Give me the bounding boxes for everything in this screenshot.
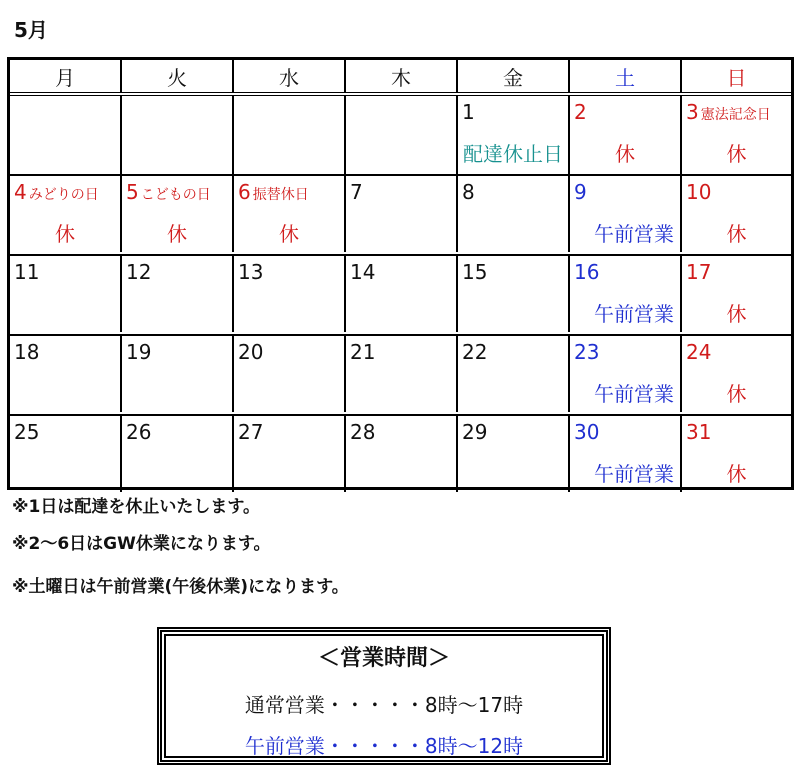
- weekday-tue: 火: [122, 60, 234, 92]
- day-number: [686, 420, 711, 444]
- day-cell: [122, 336, 234, 412]
- day-cell: [10, 416, 122, 492]
- day-number: [350, 180, 363, 204]
- day-number-text: 12: [126, 260, 152, 284]
- day-number: [126, 340, 151, 364]
- day-number: [686, 100, 771, 124]
- week-row: [10, 174, 791, 252]
- day-number-text: 8: [462, 180, 475, 204]
- day-number-text: 24: [686, 340, 712, 364]
- day-cell: [10, 336, 122, 412]
- day-cell: [570, 96, 682, 174]
- day-number-text: 1: [462, 100, 475, 124]
- day-number: [126, 180, 211, 204]
- day-number-text: 16: [574, 260, 600, 284]
- day-number-text: 18: [14, 340, 40, 364]
- day-number: [462, 100, 475, 124]
- day-number-text: 28: [350, 420, 376, 444]
- day-cell: [570, 176, 682, 252]
- day-number-text: 20: [238, 340, 264, 364]
- day-number: [238, 260, 263, 284]
- day-cell: [682, 336, 791, 412]
- day-number: [462, 340, 487, 364]
- day-cell: [570, 256, 682, 332]
- day-cell: [570, 416, 682, 492]
- day-number-text: 4: [14, 180, 27, 204]
- week-row: [10, 96, 791, 174]
- weekday-header-row: [10, 60, 791, 96]
- day-status-note: 午前営業: [594, 302, 674, 326]
- weekday-sat: 土: [570, 60, 682, 92]
- day-status-note: 配達休止日: [463, 142, 563, 166]
- day-number-text: 27: [238, 420, 264, 444]
- day-status-note: 休: [279, 222, 299, 246]
- weekday-thu: 木: [346, 60, 458, 92]
- week-row: [10, 414, 791, 492]
- regular-hours: 通常営業・・・・・8時〜17時: [244, 693, 524, 717]
- day-number-text: 17: [686, 260, 712, 284]
- weekday-fri: 金: [458, 60, 570, 92]
- day-number: [686, 340, 711, 364]
- day-cell: [458, 96, 570, 174]
- day-status-note: 休: [726, 222, 747, 246]
- day-status-note: 休: [726, 462, 747, 486]
- day-cell: [346, 96, 458, 174]
- day-number-text: 7: [350, 180, 363, 204]
- weekday-wed: 水: [234, 60, 346, 92]
- day-cell: [570, 336, 682, 412]
- day-number-text: 31: [686, 420, 712, 444]
- day-cell: [458, 416, 570, 492]
- day-number: [350, 260, 375, 284]
- day-number-text: 13: [238, 260, 264, 284]
- month-title: 5月: [14, 18, 48, 42]
- day-number: [14, 340, 39, 364]
- day-cell: [346, 416, 458, 492]
- day-number: [14, 420, 39, 444]
- day-cell: [122, 416, 234, 492]
- week-row: [10, 334, 791, 412]
- day-number: [686, 180, 711, 204]
- day-status-note: 午前営業: [594, 382, 674, 406]
- business-hours-box: [157, 627, 611, 765]
- holiday-name: こどもの日: [140, 187, 211, 203]
- day-status-note: 午前営業: [594, 462, 674, 486]
- day-number: [238, 180, 309, 204]
- day-number-text: 29: [462, 420, 488, 444]
- day-cell: [682, 416, 791, 492]
- day-cell: [458, 336, 570, 412]
- day-number-text: 6: [238, 180, 251, 204]
- day-number: [574, 260, 599, 284]
- morning-hours: 午前営業・・・・・8時〜12時: [244, 734, 524, 758]
- day-cell: [234, 256, 346, 332]
- day-number-text: 26: [126, 420, 152, 444]
- day-cell: [10, 96, 122, 174]
- day-status-note: 休: [615, 142, 635, 166]
- business-hours-title: ＜営業時間＞: [317, 646, 450, 671]
- day-cell: [234, 96, 346, 174]
- day-status-note: 休: [55, 222, 75, 246]
- day-status-note: 休: [726, 142, 747, 166]
- weekday-sun: 日: [726, 65, 747, 90]
- footnote-3: ※土曜日は午前営業(午後休業)になります。: [12, 577, 349, 597]
- day-number-text: 3: [686, 100, 699, 124]
- day-cell: [346, 176, 458, 252]
- day-number: [462, 420, 487, 444]
- day-cell: [682, 176, 791, 252]
- day-cell: [10, 176, 122, 252]
- day-number: [126, 420, 151, 444]
- day-status-note: 午前営業: [594, 222, 674, 246]
- day-number-text: 22: [462, 340, 488, 364]
- day-status-note: 休: [726, 382, 747, 406]
- day-cell: [122, 176, 234, 252]
- day-number: [574, 100, 587, 124]
- day-number: [126, 260, 151, 284]
- footnote-1: ※1日は配達を休止いたします。: [12, 497, 260, 517]
- day-number-text: 5: [126, 180, 139, 204]
- day-cell: [682, 96, 791, 174]
- day-cell: [346, 336, 458, 412]
- day-status-note: 休: [167, 222, 187, 246]
- day-number: [574, 340, 599, 364]
- day-cell: [122, 96, 234, 174]
- day-status-note: 休: [726, 302, 747, 326]
- day-number: [350, 340, 375, 364]
- day-number-text: 9: [574, 180, 587, 204]
- day-cell: [458, 176, 570, 252]
- day-number-text: 25: [14, 420, 40, 444]
- weekday-mon: 月: [10, 60, 122, 92]
- day-number-text: 11: [14, 260, 40, 284]
- day-number: [574, 420, 599, 444]
- day-cell: [234, 416, 346, 492]
- day-number-text: 10: [686, 180, 712, 204]
- day-number: [686, 260, 711, 284]
- day-number: [238, 420, 263, 444]
- day-cell: [234, 336, 346, 412]
- day-cell: [458, 256, 570, 332]
- day-cell: [10, 256, 122, 332]
- day-number-text: 21: [350, 340, 376, 364]
- day-number: [14, 180, 99, 204]
- calendar-table: [7, 57, 794, 490]
- day-cell: [234, 176, 346, 252]
- day-number-text: 19: [126, 340, 152, 364]
- holiday-name: みどりの日: [28, 187, 99, 203]
- day-number-text: 15: [462, 260, 488, 284]
- day-cell: [346, 256, 458, 332]
- footnote-2: ※2〜6日はGW休業になります。: [12, 534, 271, 554]
- day-number-text: 14: [350, 260, 376, 284]
- day-number: [574, 180, 587, 204]
- day-number: [350, 420, 375, 444]
- day-number-text: 30: [574, 420, 600, 444]
- day-number: [462, 180, 475, 204]
- holiday-name: 振替休日: [252, 187, 309, 203]
- day-number: [14, 260, 39, 284]
- day-number: [462, 260, 487, 284]
- day-number: [238, 340, 263, 364]
- day-cell: [122, 256, 234, 332]
- day-cell: [682, 256, 791, 332]
- day-number-text: 23: [574, 340, 600, 364]
- holiday-name: 憲法記念日: [700, 107, 771, 123]
- week-row: [10, 254, 791, 332]
- day-number-text: 2: [574, 100, 587, 124]
